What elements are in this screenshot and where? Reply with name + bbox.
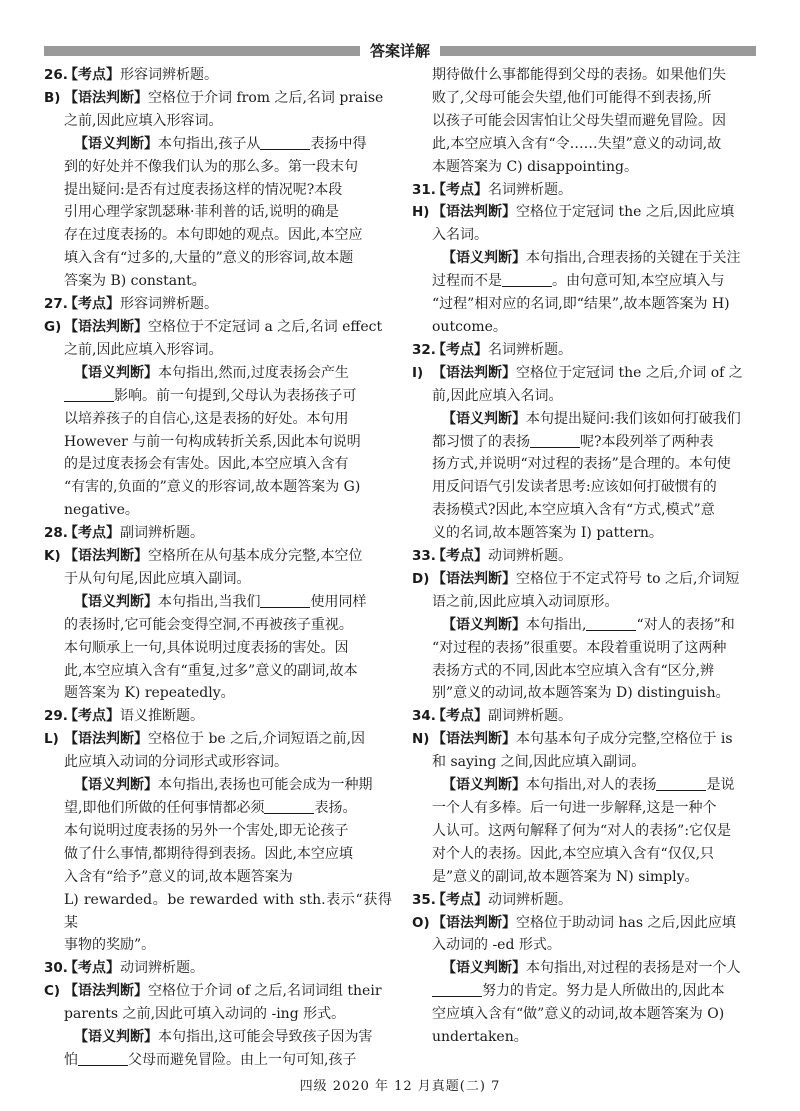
explanation-line [44,224,392,247]
explanation-line [44,568,392,591]
explanation-line [412,1026,760,1049]
question-label: 28. [44,525,68,542]
line-content: “过程”相对应的名词,即“结果”,故本题答案为 H) [432,296,730,313]
line-text [432,179,760,202]
explanation-line [412,843,760,866]
line-content: 做了什么事情,都期待得到表扬。因此,本空应填 [64,845,353,862]
question-line [412,362,760,385]
answer-blank [260,135,310,150]
line-content: 本题答案为 C) disappointing。 [432,158,638,175]
line-content: 前,因此应填入名词。 [432,387,563,404]
line-content: 动词辨析题。 [488,891,572,908]
answer-blank [656,776,706,791]
left-column [44,64,392,1072]
explanation-line [412,87,760,110]
question-label: N) [412,731,430,748]
line-content: 提出疑问:是否有过度表扬这样的情况呢?本段 [64,181,343,198]
line-content: 空格位于不定冠词 a 之后,名词 effect [148,318,383,335]
section-tag: 【语法判断】 [432,364,516,381]
header-rule-right [440,46,756,56]
explanation-line [412,866,760,889]
section-tag: 【语法判断】 [64,731,148,748]
question-label: 35. [412,891,436,908]
section-tag: 【语法判断】 [432,914,516,931]
line-content: 努力的肯定。努力是人所做出的,因此本 [482,983,725,1000]
question-line [412,705,760,728]
question-line [412,179,760,202]
line-text [432,889,760,912]
question-label: C) [44,983,61,1000]
explanation-line [44,1026,392,1049]
question-label: 32. [412,341,436,358]
line-content: 到的好处并不像我们认为的那么多。第一段末句 [64,158,358,175]
page-header [44,38,756,64]
explanation-line [412,224,760,247]
line-text [432,728,760,751]
line-content: 名词辨析题。 [488,181,572,198]
line-content: 本句说明过度表扬的另外一个害处,即无论孩子 [64,822,349,839]
line-content: 动词辨析题。 [120,960,204,977]
explanation-line [44,843,392,866]
explanation-line [412,591,760,614]
answer-blank [502,272,552,287]
explanation-line [44,362,392,385]
explanation-line [44,247,392,270]
line-content: 语之前,因此应填入动词原形。 [432,593,619,610]
line-content: 副词辨析题。 [120,525,204,542]
question-label: 27. [44,296,68,313]
section-tag: 【语义判断】 [74,593,158,610]
line-text [432,362,760,385]
question-line [44,293,392,316]
explanation-line [44,889,392,935]
explanation-line [412,156,760,179]
line-content: 是”意义的副词,故本题答案为 N) simply。 [432,868,699,885]
line-text [432,201,760,224]
explanation-line [44,682,392,705]
section-tag: 【考点】 [432,891,488,908]
explanation-line [44,637,392,660]
line-content: outcome。 [432,318,507,335]
section-tag: 【语法判断】 [64,89,148,106]
explanation-line [412,522,760,545]
explanation-line [412,980,760,1003]
line-content: 存在过度表扬的。本句即她的观点。因此,本空应 [64,227,363,244]
explanation-line [412,133,760,156]
line-content-after: “对人的表扬”和 [636,616,735,633]
line-content: 空格位于助动词 has 之后,因此应填 [516,914,736,931]
line-content: 空格位于定冠词 the 之后,因此应填 [516,204,735,221]
line-content: 对个人的表扬。因此,本空应填入含有“仅仅,只 [432,845,715,862]
explanation-line [412,431,760,454]
line-content: 动词辨析题。 [488,548,572,565]
line-text [64,980,392,1003]
question-label: D) [412,570,430,587]
line-content: 义的名词,故本题答案为 I) pattern。 [432,525,663,542]
section-tag: 【考点】 [64,296,120,313]
explanation-line [44,385,392,408]
question-line [44,728,392,751]
explanation-line [44,270,392,293]
line-text [432,545,760,568]
line-content: 入动词的 -ed 形式。 [432,937,561,954]
question-line [44,316,392,339]
explanation-line [44,820,392,843]
line-content: 语义推断题。 [120,708,204,725]
line-content: 别”意义的动词,故本题答案为 D) distinguish。 [432,685,730,702]
section-tag: 【语法判断】 [432,731,516,748]
line-content-after: 使用同样 [310,593,367,610]
question-line [412,201,760,224]
explanation-line [412,1003,760,1026]
explanation-line [44,431,392,454]
line-content: 本句指出,表扬也可能会成为一种期 [158,777,373,794]
line-content: 形容词辨析题。 [120,296,218,313]
explanation-line [412,110,760,133]
question-label: 29. [44,708,68,725]
explanation-line [412,316,760,339]
section-tag: 【考点】 [432,341,488,358]
line-content-after: 父母而避免冒险。由上一句可知,孩子 [128,1051,357,1068]
explanation-line [44,110,392,133]
answer-blank [78,1051,128,1066]
explanation-line [412,247,760,270]
explanation-line [44,614,392,637]
question-label: H) [412,204,430,221]
section-tag: 【语法判断】 [432,570,516,587]
line-content: 本句指出,这可能会导致孩子因为害 [158,1029,373,1046]
explanation-line [412,934,760,957]
section-tag: 【语义判断】 [442,616,526,633]
question-line [412,545,760,568]
line-content: 以培养孩子的自信心,这是表扬的好处。本句用 [64,410,349,427]
section-tag: 【考点】 [432,181,488,198]
question-line [44,64,392,87]
line-text [432,705,760,728]
line-content: 此应填入动词的分词形式或形容词。 [64,754,288,771]
line-content: parents 之前,因此可填入动词的 -ing 形式。 [64,1006,346,1023]
explanation-line [412,64,760,87]
line-content: 答案为 B) constant。 [64,273,206,290]
answer-blank [586,616,636,631]
section-tag: 【语法判断】 [64,548,148,565]
line-text [432,568,760,591]
line-content: L) rewarded。be rewarded with sth.表示“获得某 [64,891,392,931]
line-content: 空格位于不定式符号 to 之后,介词短 [516,570,740,587]
line-text [432,912,760,935]
line-content: 本句指出,当我们 [158,593,261,610]
line-content: 填入含有“过多的,大量的”意义的形容词,故本题 [64,250,354,267]
line-text [64,316,392,339]
question-line [412,568,760,591]
line-content: 本句指出,对人的表扬 [526,777,657,794]
question-label: B) [44,89,61,106]
question-line [412,728,760,751]
question-label: 26. [44,67,68,83]
section-tag: 【语义判断】 [74,777,158,794]
line-content: 入名词。 [432,227,488,244]
question-line [44,705,392,728]
line-content-after: 表扬。 [314,800,357,816]
line-content: 本句指出,对过程的表扬是对一个人 [526,960,741,977]
line-content: 本句指出,孩子从 [158,135,261,152]
line-content: 和 saying 之间,因此应填入副词。 [432,754,646,771]
right-column [412,64,760,1049]
line-content: 入含有“给予”意义的词,故本题答案为 [64,868,293,885]
explanation-line [44,1003,392,1026]
line-content: “对过程的表扬”很重要。本段着重说明了这两种 [432,639,727,656]
explanation-line [412,682,760,705]
line-content: 形容词辨析题。 [120,67,218,83]
line-content: 用反问语气引发读者思考:应该如何打破惯有的 [432,479,717,496]
explanation-line [412,499,760,522]
line-content: 此,本空应填入含有“重复,过多”意义的副词,故本 [64,662,358,679]
section-tag: 【考点】 [64,960,120,977]
explanation-line [412,293,760,316]
question-label: 30. [44,960,68,977]
line-content-after: 表扬中得 [310,135,367,152]
section-tag: 【考点】 [64,708,120,725]
explanation-line [44,499,392,522]
section-tag: 【考点】 [432,548,488,565]
line-content: 都习惯了的表扬 [432,433,530,450]
explanation-line [44,591,392,614]
explanation-line [44,408,392,431]
line-content: 影响。前一句提到,父母认为表扬孩子可 [114,387,357,404]
line-text [64,522,392,545]
line-content: 本句顺承上一句,具体说明过度表扬的害处。因 [64,639,349,656]
explanation-line [412,614,760,637]
question-label: K) [44,548,61,565]
question-line [44,980,392,1003]
explanation-line [412,270,760,293]
explanation-line [412,957,760,980]
explanation-line [412,797,760,820]
line-content: 本句指出,合理表扬的关键在于关注 [526,250,741,267]
section-tag: 【语义判断】 [442,250,526,267]
explanation-line [44,1049,392,1072]
page-title: 答案详解 [369,42,430,60]
line-content-after: 是说 [706,777,735,794]
question-line [412,912,760,935]
line-content: 名词辨析题。 [488,341,572,358]
explanation-line [44,797,392,820]
question-line [44,545,392,568]
line-content: 的是过度表扬会有害处。因此,本空应填入含有 [64,456,349,473]
answer-blank [530,433,580,448]
explanation-line [412,660,760,683]
line-text [432,339,760,362]
line-content: 空格位于定冠词 the 之后,介词 of 之 [516,364,743,381]
explanation-line [44,476,392,499]
line-content: 空格位于介词 from 之后,名词 praise [148,89,384,106]
line-content: undertaken。 [432,1029,528,1046]
explanation-line [412,408,760,431]
line-content: 期待做什么事都能得到父母的表扬。如果他们失 [432,67,726,83]
explanation-line [44,453,392,476]
question-line [44,957,392,980]
line-content: 怕 [64,1051,78,1068]
answer-blank [264,799,314,814]
line-content: 表扬方式的不同,因此本空应填入含有“区分,辨 [432,662,715,679]
question-label: G) [44,318,62,335]
line-content: 败了,父母可能会失望,他们可能得不到表扬,所 [432,89,712,106]
section-tag: 【语义判断】 [442,960,526,977]
line-content: 以孩子可能会因害怕让父母失望而避免冒险。因 [432,112,726,129]
page-footer: 四级 2020 年 12 月真题(二) 7 [299,1079,501,1094]
line-content: 引用心理学家凯瑟琳·菲利普的话,说明的确是 [64,204,339,221]
line-text [64,728,392,751]
line-text [64,87,392,110]
explanation-line [412,637,760,660]
line-content: 副词辨析题。 [488,708,572,725]
line-text [64,293,392,316]
line-content-after: 呢?本段列举了两种表 [580,433,714,450]
line-content: 空应填入含有“做”意义的动词,故本题答案为 O) [432,1006,725,1023]
line-content: 本句指出, [526,616,587,633]
explanation-line [44,774,392,797]
explanation-line [44,866,392,889]
explanation-line [44,660,392,683]
line-content: 空格位于 be 之后,介词短语之前,因 [148,731,366,748]
line-text [64,64,392,87]
line-content: 之前,因此应填入形容词。 [64,112,223,129]
answer-blank [432,982,482,997]
header-rule-left [44,46,360,56]
section-tag: 【考点】 [432,708,488,725]
answer-blank [260,593,310,608]
line-content: However 与前一句构成转折关系,因此本句说明 [64,433,361,450]
question-label: O) [412,914,430,931]
line-content: 表扬模式?因此,本空应填入含有“方式,模式”意 [432,502,715,519]
explanation-line [412,751,760,774]
explanation-line [412,476,760,499]
line-content: 的表扬时,它可能会变得空洞,不再被孩子重视。 [64,616,353,633]
question-line [44,87,392,110]
question-line [412,889,760,912]
line-content: 此,本空应填入含有“令……失望”意义的动词,故 [432,135,722,152]
question-label: 34. [412,708,436,725]
explanation-line [44,201,392,224]
explanation-line [44,339,392,362]
section-tag: 【语义判断】 [442,777,526,794]
explanation-line [412,453,760,476]
line-content: 一个人有多棒。后一句进一步解释,这是一种个 [432,800,717,816]
explanation-line [412,820,760,843]
line-text [64,705,392,728]
line-content-after: 。由句意可知,本空应填入与 [552,273,725,290]
question-label: 31. [412,181,436,198]
explanation-line [412,774,760,797]
section-tag: 【语法判断】 [64,983,148,1000]
line-content: 本句指出,然而,过度表扬会产生 [158,364,349,381]
line-content: 于从句句尾,因此应填入副词。 [64,570,251,587]
line-content: negative。 [64,502,139,519]
explanation-line [44,751,392,774]
answer-blank [64,387,114,402]
question-line [44,522,392,545]
question-label: 33. [412,548,436,565]
line-text [64,957,392,980]
section-tag: 【语义判断】 [74,135,158,152]
line-content: 人认可。这两句解释了何为“对人的表扬”:它仅是 [432,822,732,839]
explanation-line [44,179,392,202]
line-content: 望,即他们所做的任何事情都必须 [64,800,265,816]
line-content: 空格所在从句基本成分完整,本空位 [148,548,363,565]
line-content: 本句提出疑问:我们该如何打破我们 [526,410,741,427]
line-content: “有害的,负面的”意义的形容词,故本题答案为 G) [64,479,361,496]
line-content: 空格位于介词 of 之后,名词词组 their [148,983,382,1000]
line-content: 过程而不是 [432,273,502,290]
question-line [412,339,760,362]
section-tag: 【考点】 [64,525,120,542]
line-content: 题答案为 K) repeatedly。 [64,685,235,702]
line-content: 之前,因此应填入形容词。 [64,341,223,358]
explanation-line [412,385,760,408]
question-label: L) [44,731,59,748]
line-content: 扬方式,并说明“对过程的表扬”是合理的。本句使 [432,456,731,473]
line-content: 本句基本句子成分完整,空格位于 is [516,731,733,748]
section-tag: 【语义判断】 [74,364,158,381]
explanation-line [44,156,392,179]
line-text [64,545,392,568]
section-tag: 【语法判断】 [432,204,516,221]
section-tag: 【语法判断】 [64,318,148,335]
line-content: 事物的奖励”。 [64,937,156,954]
explanation-line [44,133,392,156]
section-tag: 【语义判断】 [74,1029,158,1046]
section-tag: 【语义判断】 [442,410,526,427]
question-label: I) [412,364,424,381]
section-tag: 【考点】 [64,67,120,83]
explanation-line [44,934,392,957]
